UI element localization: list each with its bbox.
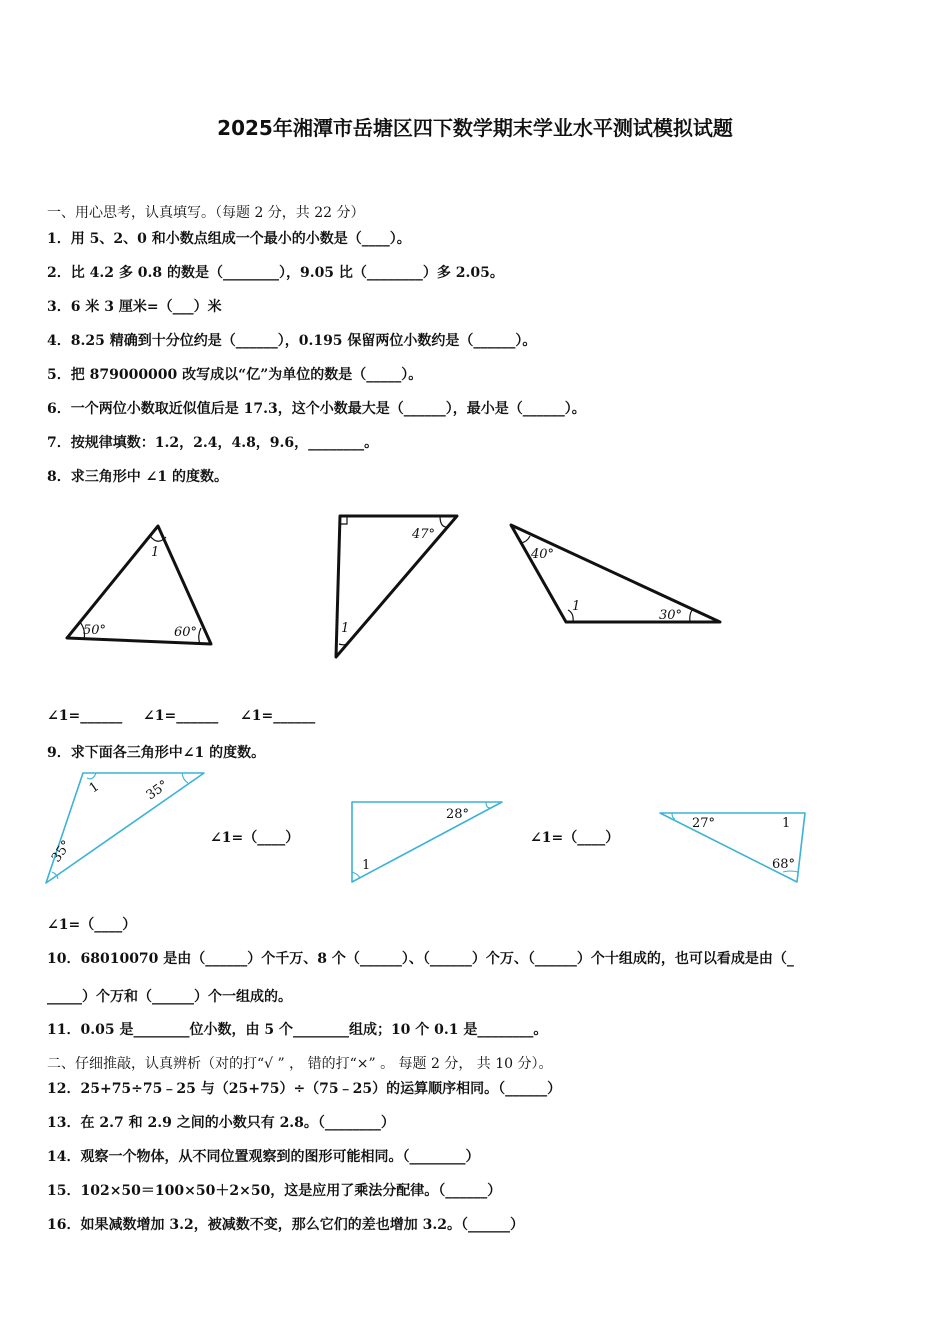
q8-t3-angle-1: 1	[572, 599, 581, 614]
q8-answer-2: ∠1=______	[143, 708, 219, 724]
section-1-heading: 一、用心思考，认真填写。（每题 2 分，共 22 分）	[47, 205, 365, 221]
question-10-line-2: _____）个万和（______）个一组成的。	[47, 989, 292, 1005]
question-9: 9．求下面各三角形中∠1 的度数。	[47, 745, 266, 761]
q9-t1-angle-1: 1	[86, 779, 103, 797]
q8-t3-angle-40: 40°	[531, 547, 555, 562]
question-7: 7．按规律填数：1.2，2.4，4.8，9.6，________。	[47, 435, 379, 451]
q9-triangle-3	[660, 813, 805, 882]
question-8: 8．求三角形中 ∠1 的度数。	[47, 469, 228, 485]
question-14: 14．观察一个物体，从不同位置观察到的图形可能相同。（________）	[47, 1149, 480, 1165]
q8-triangle-1	[67, 526, 211, 644]
q8-answer-1: ∠1=______	[47, 708, 123, 724]
q8-triangle-2	[336, 516, 457, 657]
q9-t1-angle-35-top: 35°	[143, 777, 172, 804]
question-2: 2．比 4.2 多 0.8 的数是（________），9.05 比（________）多 2.05。	[47, 265, 504, 281]
q9-triangle-1	[46, 773, 204, 883]
q8-t2-angle-1: 1	[341, 621, 350, 636]
q8-t1-angle-60: 60°	[174, 625, 198, 640]
question-15: 15．102×50＝100×50＋2×50，这是应用了乘法分配律。（______）	[47, 1183, 502, 1199]
question-1: 1．用 5、2、0 和小数点组成一个最小的小数是（____）。	[47, 231, 411, 247]
q9-t3-angle-1: 1	[782, 816, 791, 831]
section-2-heading: 二、仔细推敲，认真辨析（对的打“√ ” ， 错的打“×” 。 每题 2 分， 共 10 分）。	[47, 1056, 553, 1072]
question-16: 16．如果减数增加 3.2，被减数不变，那么它们的差也增加 3.2。（______）	[47, 1217, 524, 1233]
q9-answer-2: ∠1=（____）	[530, 830, 620, 846]
page-title: 2025年湘潭市岳塘区四下数学期末学业水平测试模拟试题	[217, 116, 733, 140]
q9-t2-angle-28: 28°	[446, 807, 470, 822]
q9-triangle-2	[352, 802, 502, 882]
q8-t1-angle-50: 50°	[83, 623, 107, 638]
question-3: 3．6 米 3 厘米=（___）米	[47, 299, 222, 315]
question-12: 12．25+75÷75﹣25 与（25+75）÷（75﹣25）的运算顺序相同。（______）	[47, 1081, 562, 1097]
question-4: 4．8.25 精确到十分位约是（______），0.195 保留两位小数约是（______）。	[47, 333, 537, 349]
q9-answer-3: ∠1=（____）	[47, 917, 137, 933]
question-11: 11．0.05 是________位小数，由 5 个________组成；10 个 0.1 是________。	[47, 1022, 548, 1038]
question-10-line-1: 10．68010070 是由（______）个千万、8 个（______）、（______）个万、（______）个十组成的，也可以看成是由（_	[47, 951, 794, 967]
q9-answer-1: ∠1=（____）	[210, 830, 300, 846]
q8-answer-3: ∠1=______	[240, 708, 316, 724]
q9-t3-angle-68: 68°	[772, 857, 796, 872]
q8-t2-angle-47: 47°	[412, 527, 436, 542]
q9-t3-angle-27: 27°	[692, 816, 716, 831]
q9-t2-angle-1: 1	[362, 858, 371, 873]
question-13: 13．在 2.7 和 2.9 之间的小数只有 2.8。（________）	[47, 1115, 395, 1131]
question-5: 5．把 879000000 改写成以“亿”为单位的数是（_____）。	[47, 367, 423, 383]
q8-triangle-3	[511, 525, 720, 622]
q9-t1-angle-35-bottom: 35°	[48, 837, 75, 866]
q8-t3-angle-30: 30°	[659, 608, 683, 623]
q8-t1-angle-1: 1	[151, 545, 160, 560]
question-6: 6．一个两位小数取近似值后是 17.3，这个小数最大是（______），最小是（______）。	[47, 401, 586, 417]
